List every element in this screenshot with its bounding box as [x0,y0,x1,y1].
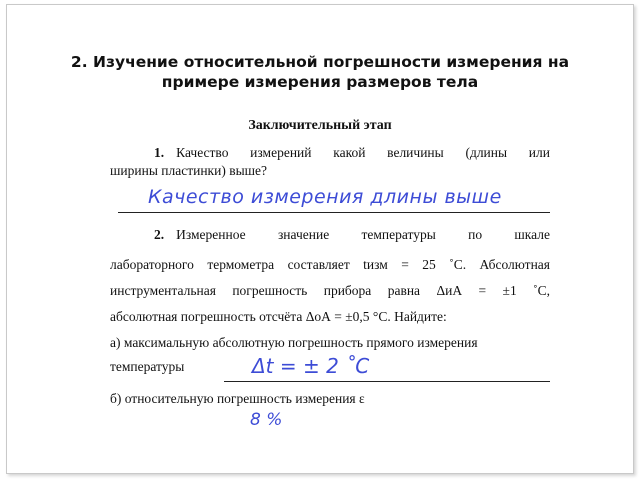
answer-line-2 [224,381,550,382]
question-1-line-2: ширины пластинки) выше? [110,163,268,178]
question-2-line-3: инструментальная погрешность прибора равна ΔиА = ±1 ˚С, [110,283,550,298]
answer-line-1 [118,212,550,213]
question-2-line-1 [154,226,550,244]
question-2-part-a-handwritten-answer: Δt = ± 2 ˚С [252,354,370,378]
question-1-handwritten-answer: Качество измерения длины выше [148,186,502,208]
question-2-line-2: лабораторного термометра составляет tизм = 25 ˚С. Абсолютная [110,257,550,272]
question-1-line-1 [154,144,550,162]
question-2-part-b-handwritten-answer: 8 % [250,410,283,430]
question-2-number: 2. [154,227,165,242]
question-2-part-b: б) относительную погрешность измерения ε [110,391,365,406]
section-heading: Заключительный этап [248,118,392,133]
question-2-text-1: Измеренное значение температуры по шкале [176,227,550,242]
question-1-text-1: Качество измерений какой величины (длины или [176,145,550,160]
question-2-part-a-line-2: температуры [110,359,185,374]
question-2-part-a-line-1: а) максимальную абсолютную погрешность прямого измерения [110,335,478,350]
question-1-number: 1. [154,145,165,160]
slide-title: 2. Изучение относительной погрешности измерения на примере измерения размеров тела [70,53,570,91]
question-2-line-4: абсолютная погрешность отсчёта ΔоА = ±0,5 °С. Найдите: [110,309,447,324]
